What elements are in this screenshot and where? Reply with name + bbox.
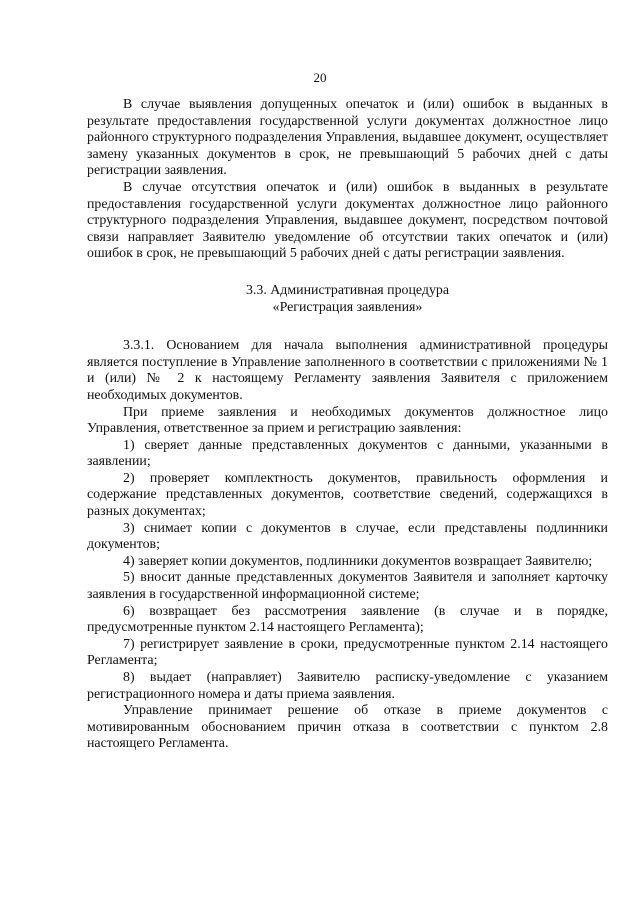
list-item-2: 2) проверяет комплектность документов, правильность оформления и содержание представленных документов, соответствие сведений, содержащихся в разных документах;: [87, 470, 608, 520]
paragraph-3-3-1: 3.3.1. Основанием для начала выполнения административной процедуры является поступление в Управление заполненного в соответствии с приложениями № 1 и (или) № 2 к настоящему Регламенту заявления Заявителя с приложением необходимых документов.: [87, 338, 608, 403]
paragraph-no-errors: В случае отсутствия опечаток и (или) ошибок в выданных в результате предоставления государственной услуги документах должностное лицо районного структурного подразделения Управления, выдавшее документ, посредством почтовой связи направляет Заявителю уведомление об отсутствии таких опечаток и (или) ошибок в срок, не превышающий 5 рабочих дней с даты регистрации заявления.: [87, 179, 608, 262]
list-item-1: 1) сверяет данные представленных документов с данными, указанными в заявлении;: [87, 437, 608, 470]
section-heading: [87, 283, 608, 316]
list-item-6: 6) возвращает без рассмотрения заявление (в случае и в порядке, предусмотренные пунктом 2.14 настоящего Регламента);: [87, 603, 608, 636]
section-subtitle: «Регистрация заявления»: [272, 299, 423, 315]
paragraph-reception-intro: При приеме заявления и необходимых документов должностное лицо Управления, ответственное за прием и регистрацию заявления:: [87, 404, 608, 437]
section-title: 3.3. Административная процедура: [245, 282, 450, 298]
list-item-4: 4) заверяет копии документов, подлинники документов возвращает Заявителю;: [123, 553, 593, 569]
list-item-5: 5) вносит данные представленных документов Заявителя и заполняет карточку заявления в государственной информационной системе;: [87, 570, 608, 603]
paragraph-refusal: Управление принимает решение об отказе в приеме документов с мотивированным обоснованием причин отказа в соответствии с пунктом 2.8 настоящего Регламента.: [87, 703, 608, 752]
document-body: [87, 97, 608, 753]
page-number: 20: [313, 70, 327, 85]
list-item-3: 3) снимает копии с документов в случае, если представлены подлинники документов;: [87, 520, 608, 553]
paragraph-correction-errors: В случае выявления допущенных опечаток и (или) ошибок в выданных в результате предоставления государственной услуги документах должностное лицо районного структурного подразделения Управления, выдавшее документ, осуществляет замену указанных документов в срок, не превышающий 5 рабочих дней с даты регистрации заявления.: [87, 97, 608, 179]
list-item-8: 8) выдает (направляет) Заявителю расписку-уведомление с указанием регистрационного номера и даты приема заявления.: [87, 670, 608, 702]
list-item-7: 7) регистрирует заявление в сроки, предусмотренные пунктом 2.14 настоящего Регламента;: [87, 636, 608, 669]
